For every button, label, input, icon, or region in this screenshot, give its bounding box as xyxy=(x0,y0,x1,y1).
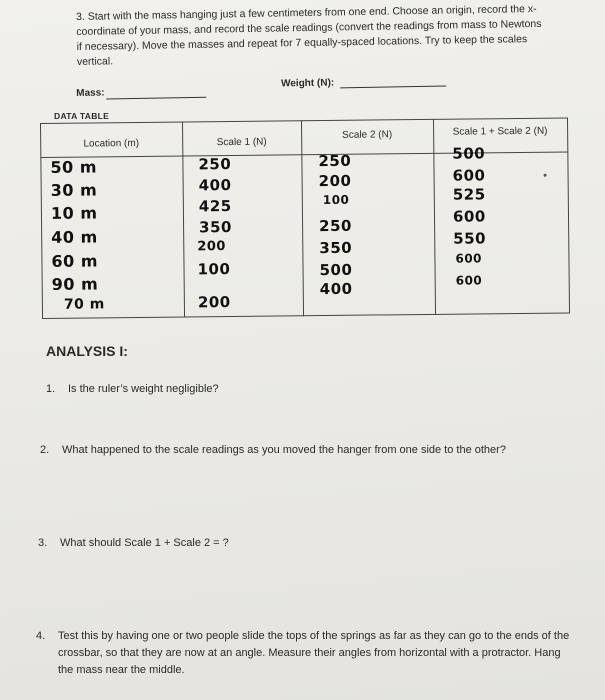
row-6-location: 90 m xyxy=(51,274,99,294)
row-1-scale-2: 250 xyxy=(318,151,352,171)
weight-blank[interactable] xyxy=(340,86,446,89)
row-6-scale-1: 100 xyxy=(197,260,231,279)
row-1-scale-1: 250 xyxy=(198,154,232,174)
row-3-scale-1: 425 xyxy=(198,196,232,216)
table-col-divider-1 xyxy=(182,122,185,318)
table-col-divider-2 xyxy=(301,120,304,316)
row-4-scale-2: 250 xyxy=(319,216,352,236)
mass-blank[interactable] xyxy=(106,97,206,100)
question-1 xyxy=(46,383,219,395)
row-4-scale-1: 350 xyxy=(199,217,233,237)
row-7-scale-2: 400 xyxy=(319,279,353,299)
row-4-location: 40 m xyxy=(51,227,98,247)
row-1-sum: 500 xyxy=(452,144,486,163)
row-2-scale-1: 400 xyxy=(198,175,232,195)
row-5-scale-2: 350 xyxy=(319,238,353,258)
question-1-number: 1. xyxy=(46,383,56,395)
header-scale-sum: Scale 1 + Scale 2 (N) xyxy=(452,125,548,138)
table-header-divider xyxy=(40,151,568,158)
row-6-scale-2: 500 xyxy=(319,260,353,280)
row-5-location: 60 m xyxy=(51,251,99,271)
row-3-sum: 525 xyxy=(452,185,486,204)
row-4-sum: 600 xyxy=(452,207,486,226)
table-border-top xyxy=(40,117,568,124)
analysis-heading: ANALYSIS I: xyxy=(46,343,128,359)
header-scale-2: Scale 2 (N) xyxy=(342,129,393,141)
row-5-sum: 550 xyxy=(453,229,487,248)
question-4 xyxy=(36,628,576,679)
question-2-number: 2. xyxy=(40,444,50,456)
row-1-location: 50 m xyxy=(50,157,98,177)
table-border-left xyxy=(40,123,43,319)
question-4-number: 4. xyxy=(36,630,46,642)
table-col-divider-3 xyxy=(433,119,436,315)
pen-mark xyxy=(544,174,547,177)
step-3-instructions: 3. Start with the mass hanging just a few centimeters from one end. Choose an origin, record the x-coordinate of your mass, and record the scale readings (convert the readings from mass to Newtons if necessary). Move the masses and repeat for 7 equally-spaced locations. Try to keep the scales vertical. xyxy=(76,2,542,68)
question-3-text: What should Scale 1 + Scale 2 = ? xyxy=(60,537,229,549)
row-3-location: 10 m xyxy=(50,203,98,223)
row-6-sum: 600 xyxy=(455,251,483,266)
question-4-text: Test this by having one or two people slide the tops of the springs as far as they can go to the ends of the crossbar, so that they are now at an angle. Measure their angles from horizontal with a protractor. Hang the mass near the middle. xyxy=(58,630,570,676)
question-2 xyxy=(40,444,506,456)
row-2-scale-2: 200 xyxy=(318,171,352,191)
table-border-right xyxy=(567,117,570,313)
data-table xyxy=(40,117,570,319)
row-3-scale-2: 100 xyxy=(322,192,350,208)
mass-label: Mass: xyxy=(76,87,105,99)
header-location: Location (m) xyxy=(83,137,140,150)
row-7-location: 70 m xyxy=(63,296,105,313)
row-2-location: 30 m xyxy=(50,180,98,200)
question-3-number: 3. xyxy=(38,537,48,549)
question-1-text: Is the ruler’s weight negligible? xyxy=(68,383,219,395)
row-5-scale-1: 200 xyxy=(197,239,227,255)
row-2-sum: 600 xyxy=(452,166,486,185)
row-7-sum: 600 xyxy=(455,273,483,288)
table-border-bottom xyxy=(42,312,570,319)
data-table-title: DATA TABLE xyxy=(54,111,110,121)
mass-weight-fields xyxy=(76,75,456,99)
row-7-scale-1: 200 xyxy=(197,293,231,312)
weight-label: Weight (N): xyxy=(280,77,335,90)
header-scale-1: Scale 1 (N) xyxy=(216,136,267,149)
question-3 xyxy=(38,537,229,549)
question-2-text: What happened to the scale readings as you moved the hanger from one side to the other? xyxy=(62,444,506,456)
